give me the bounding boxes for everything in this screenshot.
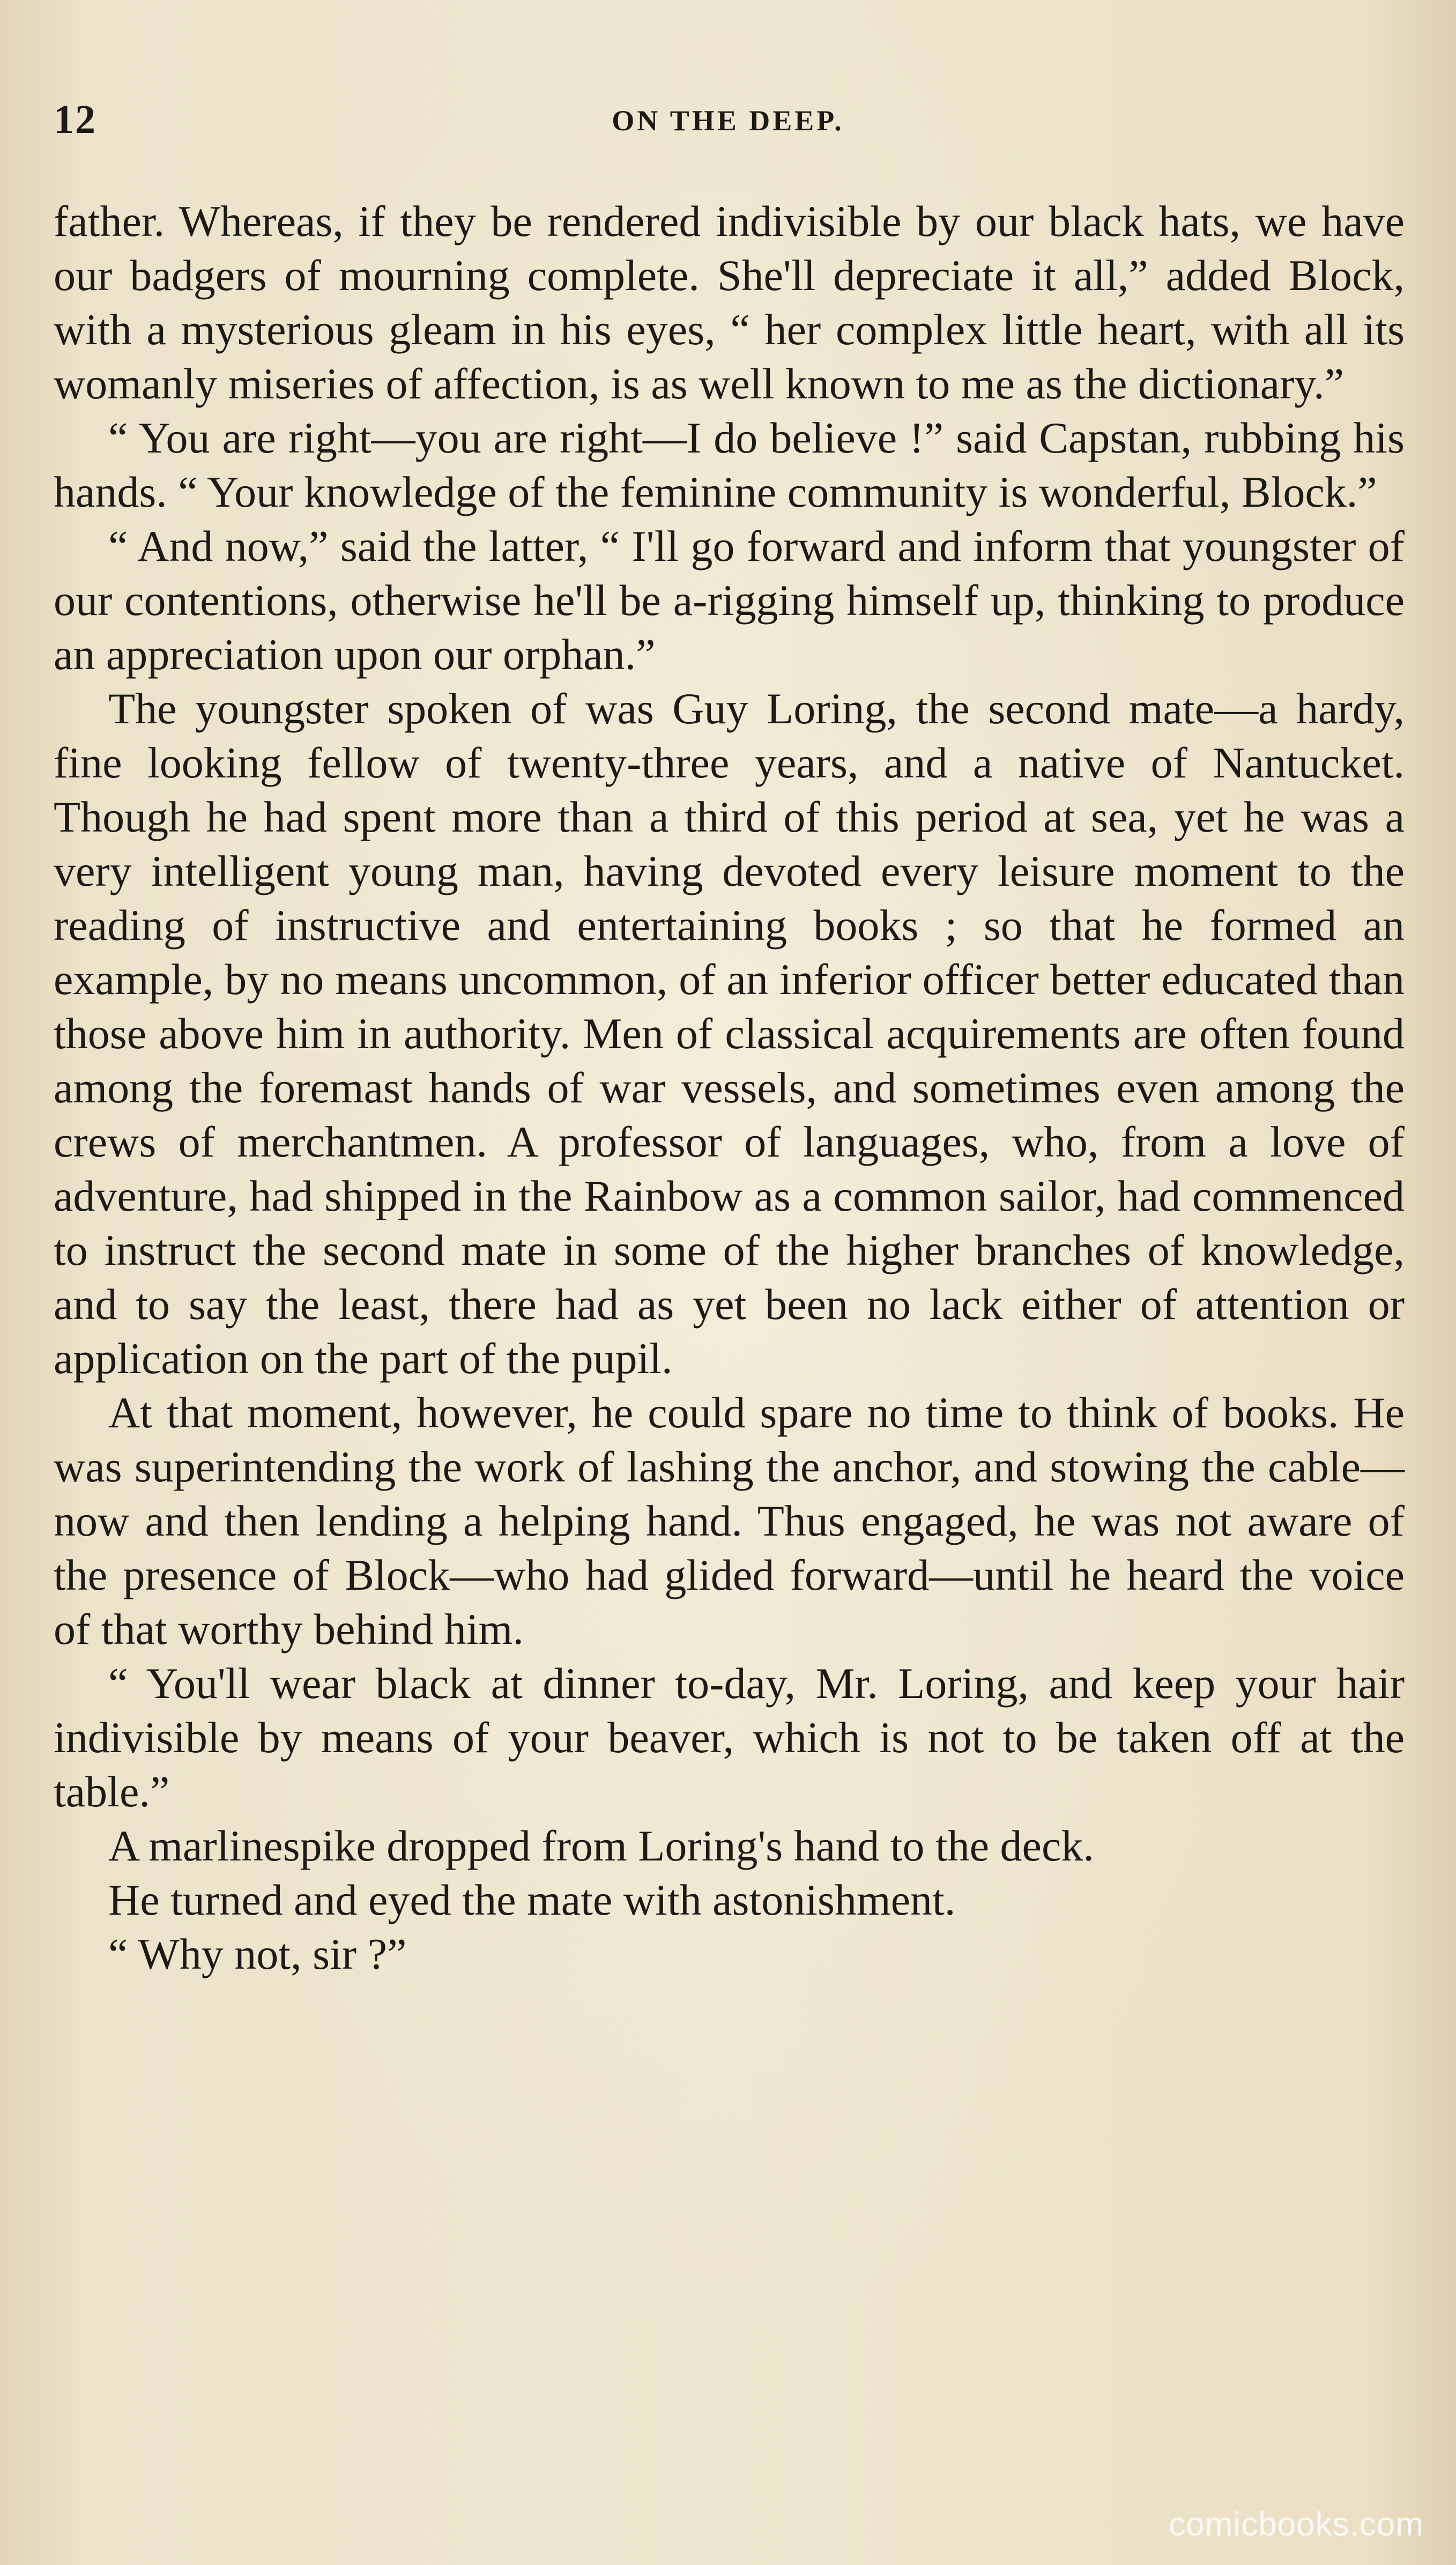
- paragraph: At that moment, however, he could spare no time to think of books. He was superintending the work of lashing the anchor, and stowing the cable—now and then lending a helping hand. Thus engaged, he was not aware of the presence of Block—who had glided forward—until he heard the voice of that worthy behind him.: [54, 1388, 1405, 1654]
- paragraph: The youngster spoken of was Guy Loring, the second mate—a hardy, fine looking fellow of twenty-three years, and a native of Nantucket. Though he had spent more than a third of this period at sea, yet he was a very intelligent young man, having devoted every leisure moment to the reading of instructive and entertaining books ; so that he formed an example, by no means uncommon, of an inferior officer better educated than those above him in authority. Men of classical acquirements are often found among the foremast hands of war vessels, and sometimes even among the crews of merchantmen. A professor of languages, who, from a love of adventure, had shipped in the Rainbow as a common sailor, had commenced to instruct the second mate in some of the higher branches of knowledge, and to say the least, there had as yet been no lack either of attention or application on the part of the pupil.: [54, 684, 1405, 1383]
- page-number: 12: [54, 97, 96, 142]
- running-head: [54, 97, 1402, 150]
- paragraph: “ And now,” said the latter, “ I'll go forward and inform that youngster of our contentions, otherwise he'll be a-rigging himself up, thinking to produce an appreciation upon our orphan.”: [54, 522, 1405, 679]
- paragraph: A marlinespike dropped from Loring's hand to the deck.: [108, 1821, 1094, 1870]
- paragraph: “ You'll wear black at dinner to-day, Mr. Loring, and keep your hair indivisible by means of your beaver, which is not to be taken off at the table.”: [54, 1659, 1405, 1816]
- paragraph-continued: father. Whereas, if they be rendered indivisible by our black hats, we have our badgers of mourning complete. She'll depreciate it all,” added Block, with a mysterious gleam in his eyes, “ her complex little heart, with all its womanly miseries of affection, is as well known to me as the dictionary.”: [54, 197, 1405, 408]
- body-text: [54, 194, 1405, 1981]
- paragraph: “ Why not, sir ?”: [108, 1930, 407, 1978]
- watermark: comicbooks.com: [1169, 2506, 1424, 2543]
- running-title: ON THE DEEP.: [612, 105, 844, 137]
- paragraph: “ You are right—you are right—I do believe !” said Capstan, rubbing his hands. “ Your knowledge of the feminine community is wonderful, Block.”: [54, 413, 1405, 516]
- paragraph: He turned and eyed the mate with astonishment.: [108, 1875, 956, 1924]
